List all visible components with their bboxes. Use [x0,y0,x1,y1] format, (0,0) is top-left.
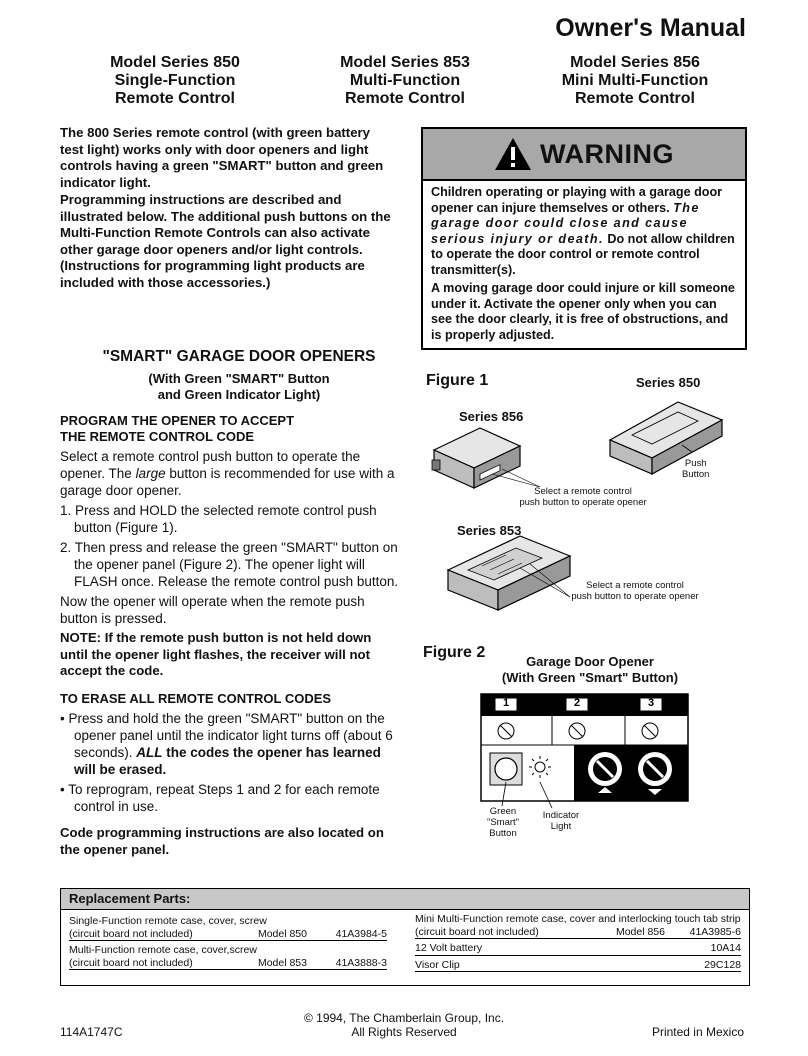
panel-number-1: 1 [502,697,510,709]
part-row-856: (circuit board not included) Model 856 41A3985-6 [415,925,741,938]
copyright: © 1994, The Chamberlain Group, Inc. [303,1011,505,1025]
push-button-label: Push Button [682,458,710,480]
model-850-heading: Model Series 850 Single-Function Remote Control [110,54,240,107]
select-note-853: Select a remote control push button to operate opener [571,580,699,602]
erase-heading: TO ERASE ALL REMOTE CONTROL CODES [60,690,332,706]
warning-heading: WARNING [540,138,674,169]
select-note-856: Select a remote control push button to operate opener [519,486,647,508]
now-text: Now the opener will operate when the remote push button is pressed. [60,594,365,626]
code-note: Code programming instructions are also located on the opener panel. [60,825,384,857]
program-heading: PROGRAM THE OPENER TO ACCEPT THE REMOTE CONTROL CODE [60,413,295,444]
printed-in: Printed in Mexico [651,1025,744,1039]
replacement-parts-box [60,888,750,986]
part-row-visor: Visor Clip 29C128 [415,958,741,971]
rights-reserved: All Rights Reserved [351,1025,457,1039]
note-text: NOTE: If the remote push button is not held down until the opener light flashes, the receiver will not accept the code. [60,630,372,678]
smart-subheading: (With Green "SMART" Button and Green Indicator Light) [148,371,330,402]
warning-paragraph-2: A moving garage door could injure or kill someone under it. Activate the opener only when you can see the door clearly, it is free of obstructions, and is properly adjusted. [431,281,735,342]
replacement-parts-heading: Replacement Parts: [61,889,749,910]
program-section [60,413,400,858]
remote-853-icon [448,536,570,610]
part-row-853: (circuit board not included) Model 853 41A3888-3 [69,956,387,969]
series-850-label: Series 850 [636,375,701,390]
intro-paragraph-1: The 800 Series remote control (with green battery test light) works only with door openers and light controls having a green "SMART" button and green indicator light. [60,125,384,190]
erase-step-2: • To reprogram, repeat Steps 1 and 2 for each remote control in use. [60,782,380,814]
step-2: 2. Then press and release the green "SMART" button on the opener panel (Figure 2). The opener light will FLASH once. Release the remote control push button. [60,540,399,589]
model-853-heading: Model Series 853 Multi-Function Remote Control [340,54,470,107]
parts-left-column: Single-Function remote case, cover, screw (circuit board not included) Model 850 41A3984-5 Multi-Function remote case, cover,screw (circuit board not included) Model 853 41A3888-3 [69,915,387,969]
panel-number-2: 2 [573,697,581,709]
series-853-label: Series 853 [457,523,522,538]
warning-box [421,127,747,350]
warning-header [423,129,745,181]
series-856-label: Series 856 [459,409,524,424]
smart-heading: "SMART" GARAGE DOOR OPENERS [102,348,376,365]
erase-step-1: • Press and hold the the green "SMART" button on the opener panel until the indicator light turns off (about 6 seconds). ALL the codes the opener has learned will be erased. [60,711,393,777]
warning-text: Children operating or playing with a garage door opener can injure themselves or others. The garage door could close and cause serious injury or death. Do not allow children to operate the door control or remote control transmitter(s). A moving garage door could injure or kill someone under it. Activate the opener only when you can see the door clearly, it is free of obstructions, and is properly adjusted. [423,181,745,343]
part-row-battery: 12 Volt battery 10A14 [415,942,741,954]
figure-2-caption: Garage Door Opener (With Green "Smart" Button) [501,654,679,685]
model-856-heading: Model Series 856 Mini Multi-Function Remote Control [561,54,709,107]
green-smart-button-label: Green "Smart" Button [486,806,520,839]
intro-paragraph-2: Programming instructions are described and illustrated below. The additional push buttons on the Multi-Function Remote Controls can also activate other garage door openers and/or light controls. (Instructions for programming light products are included with those accessories.) [60,192,391,290]
figure-2-label: Figure 2 [423,644,486,661]
indicator-light-label: Indicator Light [542,810,580,832]
figure-1-label: Figure 1 [426,372,489,389]
part-row-850: (circuit board not included) Model 850 41A3984-5 [69,927,387,940]
panel-number-3: 3 [647,697,655,709]
warning-triangle-icon [494,137,532,171]
page-title: Owner's Manual [555,14,746,42]
document-number: 114A1747C [60,1025,123,1039]
parts-right-column: Mini Multi-Function remote case, cover and interlocking touch tab strip (circuit board not included) Model 856 41A3985-6 12 Volt battery 10A14 Visor Clip 29C128 [415,913,741,971]
select-instruction: Select a remote control push button to operate the opener. The large button is recommended for use with a garage door opener. [60,449,395,498]
remote-856-icon [432,428,540,488]
step-1: 1. Press and HOLD the selected remote control push button (Figure 1). [60,503,377,535]
